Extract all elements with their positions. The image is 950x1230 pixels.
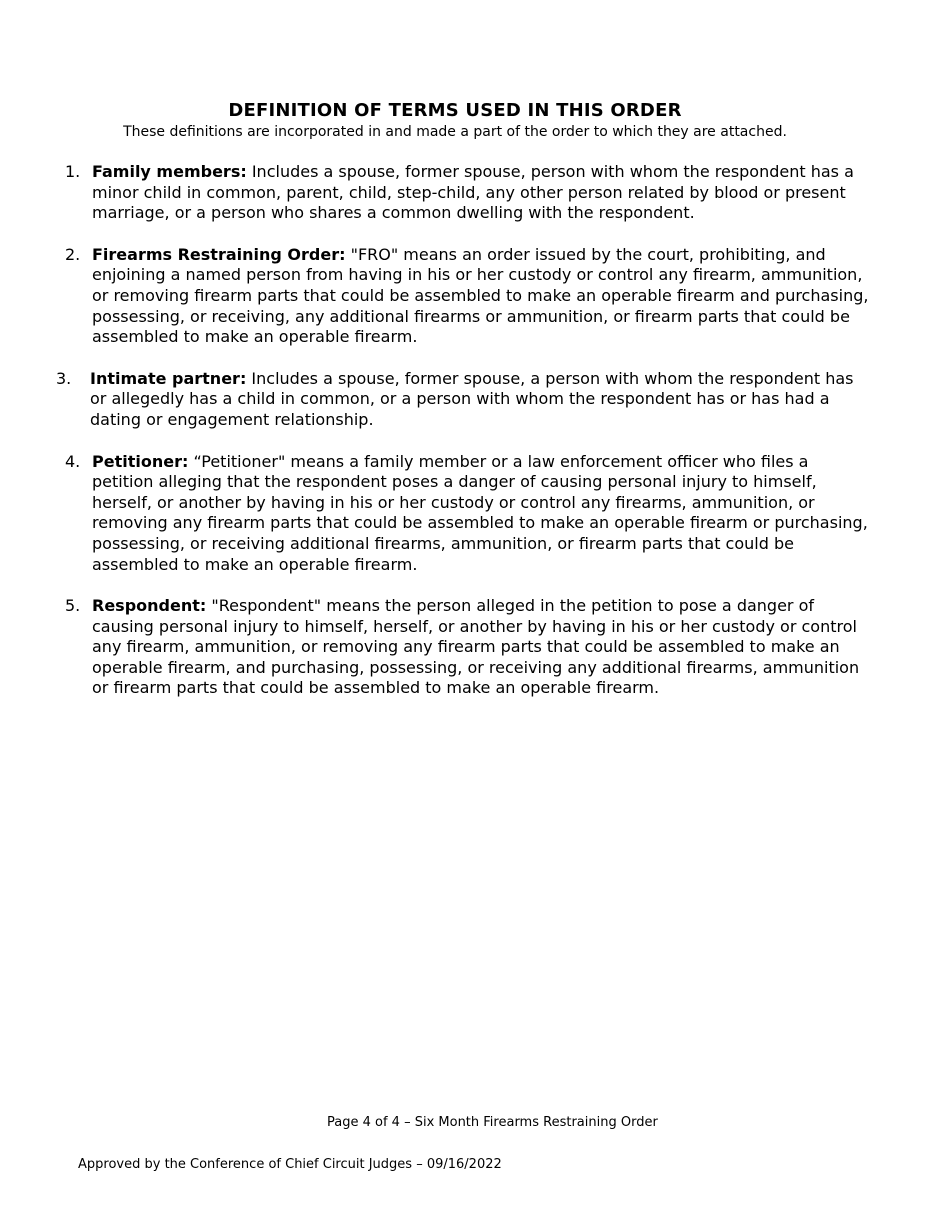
document-subtitle: These definitions are incorporated in and made a part of the order to which they are attached. bbox=[123, 124, 787, 140]
definition-body bbox=[92, 162, 872, 224]
definition-number: 1. bbox=[65, 162, 81, 181]
definition-number: 3. bbox=[56, 368, 72, 388]
definition-item bbox=[0, 162, 950, 224]
definition-text: "Respondent" means the person alleged in the petition to pose a danger of causing personal injury to himself, herself, or another by having in his or her custody or control any firearm, ammunition, or removing any firearm parts that could be assembled to make an operable firearm, and purchasing, possessing, or receiving any additional firearms, ammunition or firearm parts that could be assembled to make an operable firearm. bbox=[92, 596, 860, 698]
definition-term: Respondent: bbox=[92, 596, 207, 616]
definition-number: 4. bbox=[65, 451, 81, 471]
approval-note: Approved by the Conference of Chief Circuit Judges – 09/16/2022 bbox=[78, 1157, 502, 1172]
definition-text: Includes a spouse, former spouse, person with whom the respondent has a minor child in common, parent, child, step-child, any other person related by blood or present marriage, or a person who shares a common dwelling with the respondent. bbox=[92, 162, 854, 223]
definition-term: Petitioner: bbox=[92, 451, 189, 471]
definition-number: 2. bbox=[65, 244, 81, 264]
definition-item bbox=[0, 245, 950, 348]
definitions-list bbox=[0, 162, 950, 720]
definition-body bbox=[92, 452, 872, 576]
definition-text: Includes a spouse, former spouse, a person with whom the respondent has or allegedly has a child in common, or a person with whom the respondent has or has had a dating or engagement relationship. bbox=[90, 368, 854, 429]
definition-text: “Petitioner" means a family member or a law enforcement officer who files a petition alleging that the respondent poses a danger of causing personal injury to himself, herself, or another by having in his or her custody or control any firearms, ammunition, or removing any firearm parts that could be assembled to make an operable firearm or purchasing, possessing, or receiving additional firearms, ammunition, or firearm parts that could be assembled to make an operable firearm. bbox=[92, 451, 868, 574]
page-footer: Page 4 of 4 – Six Month Firearms Restraining Order bbox=[327, 1115, 658, 1130]
definition-term: Intimate partner: bbox=[90, 368, 247, 388]
definition-term: Firearms Restraining Order: bbox=[92, 244, 346, 264]
definition-body bbox=[90, 369, 870, 431]
definition-item bbox=[0, 596, 950, 699]
definition-item bbox=[0, 452, 950, 576]
document-title: DEFINITION OF TERMS USED IN THIS ORDER bbox=[228, 100, 682, 121]
definition-body bbox=[92, 245, 872, 348]
definition-number: 5. bbox=[65, 596, 81, 616]
definition-body bbox=[92, 596, 872, 699]
definition-item bbox=[0, 369, 950, 431]
definition-term: Family members: bbox=[92, 162, 247, 181]
definition-text: "FRO" means an order issued by the court, prohibiting, and enjoining a named person from having in his or her custody or control any firearm, ammunition, or removing firearm parts that could be assembled to make an operable firearm and purchasing, possessing, or receiving, any additional firearms or ammunition, or firearm parts that could be assembled to make an operable firearm. bbox=[92, 244, 869, 347]
